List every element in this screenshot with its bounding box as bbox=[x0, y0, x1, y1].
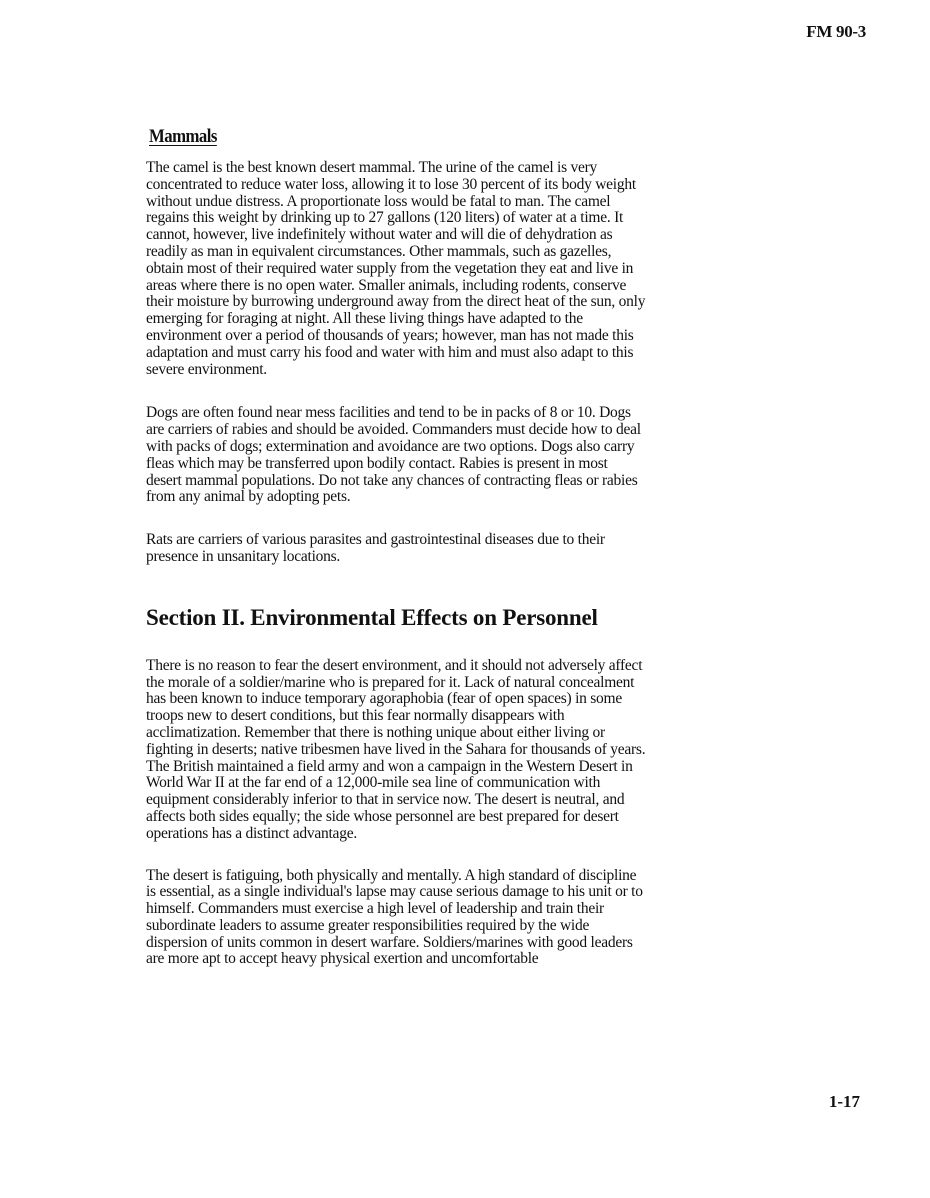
paragraph-rats: Rats are carriers of various parasites and gastrointestinal diseases due to their presence in unsanitary locations. bbox=[146, 531, 605, 565]
document-id: FM 90-3 bbox=[806, 22, 866, 41]
page-number: 1-17 bbox=[828, 1092, 860, 1111]
section-heading: Section II. Environmental Effects on Personnel bbox=[146, 604, 598, 630]
paragraph-desert-fatigue: The desert is fatiguing, both physically and mentally. A high standard of discipline is essential, as a single individual's lapse may cause serious damage to his unit or to himself. Commanders must exercise a high level of leadership and train their subordinate leaders to assume greater responsibilities required by the wide dispersion of units common in desert warfare. Soldiers/marines with good leaders are more apt to accept heavy physical exertion and uncomfortable bbox=[146, 866, 643, 968]
mammals-heading: Mammals bbox=[149, 126, 217, 147]
page-body bbox=[146, 126, 646, 968]
paragraph-camel: The camel is the best known desert mammal. The urine of the camel is very concentrated to reduce water loss, allowing it to lose 30 percent of its body weight without undue distress. A proportionate loss would be fatal to man. The camel regains this weight by drinking up to 27 gallons (120 liters) of water at a time. It cannot, however, live indefinitely without water and will die of dehydration as readily as man in equivalent circumstances. Other mammals, such as gazelles, obtain most of their required water supply from the vegetation they eat and live in areas where there is no open water. Smaller animals, including rodents, conserve their moisture by burrowing underground away from the direct heat of the sun, only emerging for foraging at night. All these living things have adapted to the environment over a period of thousands of years; however, man has not made this adaptation and must carry his food and water with him and must also adapt to this severe environment. bbox=[146, 159, 646, 378]
paragraph-desert-environment: There is no reason to fear the desert environment, and it should not adversely affect the morale of a soldier/marine who is prepared for it. Lack of natural concealment has been known to induce temporary agoraphobia (fear of open spaces) in some troops new to desert conditions, but this fear normally disappears with acclimatization. Remember that there is nothing unique about either living or fighting in deserts; native tribesmen have lived in the Sahara for thousands of years. The British maintained a field army and won a campaign in the Western Desert in World War II at the far end of a 12,000-mile sea line of communication with equipment considerably inferior to that in service now. The desert is neutral, and affects both sides equally; the side whose personnel are best prepared for desert operations has a distinct advantage. bbox=[146, 656, 646, 842]
paragraph-dogs: Dogs are often found near mess facilities and tend to be in packs of 8 or 10. Dogs are carriers of rabies and should be avoided. Commanders must decide how to deal with packs of dogs; extermination and avoidance are two options. Dogs also carry fleas which may be transferred upon bodily contact. Rabies is present in most desert mammal populations. Do not take any chances of contracting fleas or rabies from any animal by adopting pets. bbox=[146, 404, 641, 506]
